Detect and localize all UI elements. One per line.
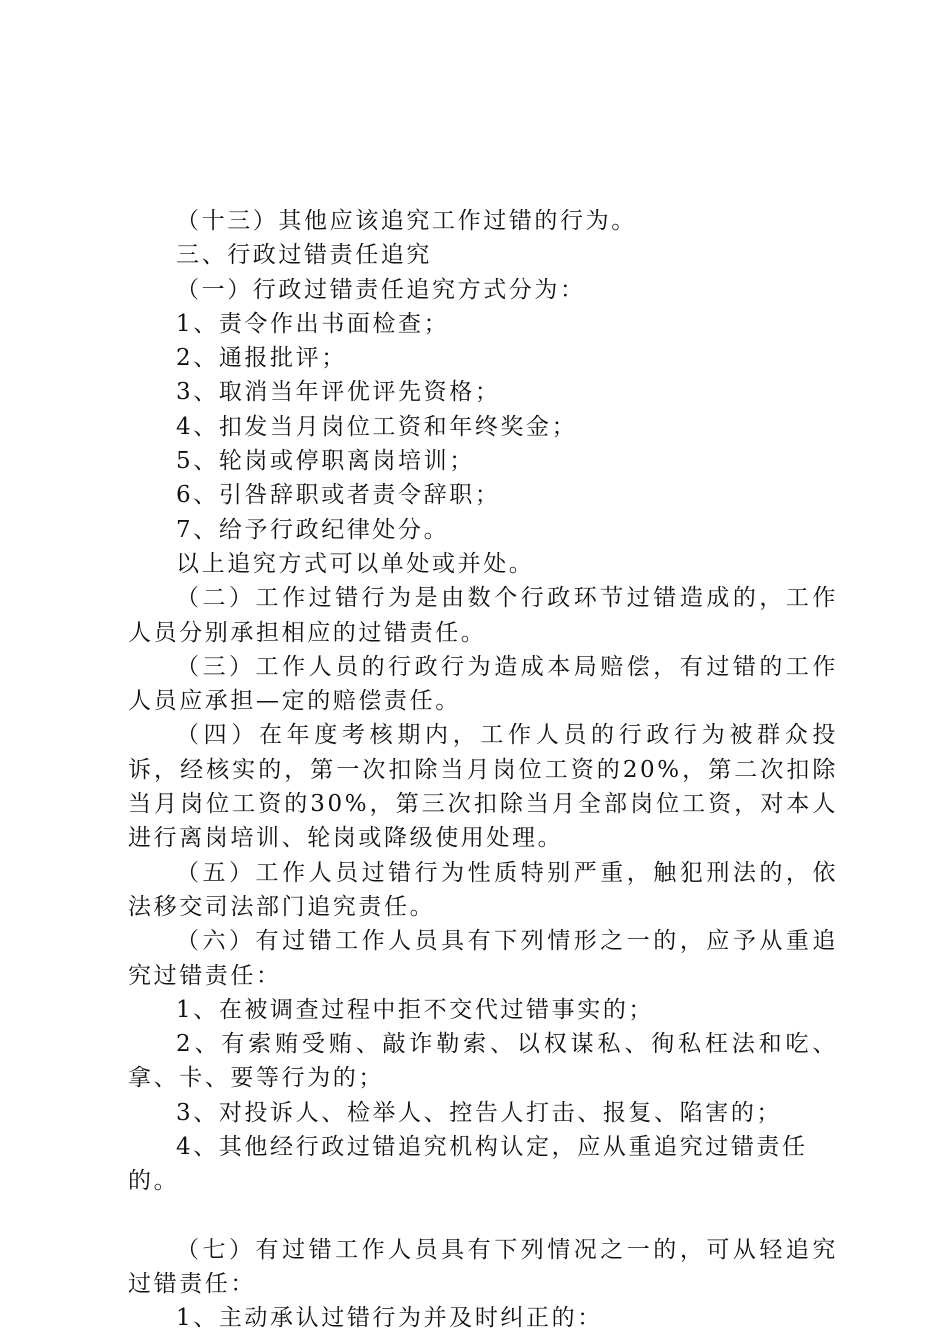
list-item-method-1: 1、责令作出书面检查； bbox=[176, 310, 450, 337]
list-item-method-5: 5、轮岗或停职离岗培训； bbox=[176, 448, 475, 475]
list-item-method-7: 7、给予行政纪律处分。 bbox=[176, 516, 450, 543]
document-body bbox=[128, 204, 838, 1336]
list-item-method-3: 3、取消当年评优评先资格； bbox=[176, 379, 501, 406]
paragraph-methods-intro: （一）行政过错责任追究方式分为： bbox=[176, 276, 586, 303]
list-item-aggravate-3: 3、对投诉人、检举人、控告人打击、报复、陷害的； bbox=[176, 1099, 783, 1126]
paragraph-item-7: （七）有过错工作人员具有下列情况之一的，可从轻追究过错责任： bbox=[128, 1236, 838, 1297]
list-item-method-4: 4、扣发当月岗位工资和年终奖金； bbox=[176, 413, 578, 440]
list-item-method-2: 2、通报批评； bbox=[176, 345, 347, 372]
paragraph-gap bbox=[128, 1199, 838, 1233]
list-item-aggravate-2: 2、有索贿受贿、敲诈勒索、以权谋私、徇私枉法和吃、拿、卡、要等行为的； bbox=[128, 1031, 838, 1092]
paragraph-item-2: （二）工作过错行为是由数个行政环节过错造成的，工作人员分别承担相应的过错责任。 bbox=[128, 585, 838, 646]
paragraph-item-5: （五）工作人员过错行为性质特别严重，触犯刑法的，依法移交司法部门追究责任。 bbox=[128, 859, 838, 920]
section-heading-3: 三、行政过错责任追究 bbox=[176, 242, 432, 269]
paragraph-item-13: （十三）其他应该追究工作过错的行为。 bbox=[176, 208, 637, 234]
list-item-aggravate-1: 1、在被调查过程中拒不交代过错事实的； bbox=[176, 996, 655, 1023]
list-item-method-6: 6、引咎辞职或者责令辞职； bbox=[176, 482, 501, 509]
paragraph-item-4: （四）在年度考核期内，工作人员的行政行为被群众投诉，经核实的，第一次扣除当月岗位工资的20%，第二次扣除当月岗位工资的30%，第三次扣除当月全部岗位工资，对本人进行离岗培训、轮岗或降级使用处理。 bbox=[128, 722, 838, 852]
paragraph-methods-combine: 以上追究方式可以单处或并处。 bbox=[176, 550, 535, 577]
list-item-aggravate-4: 4、其他经行政过错追究机构认定，应从重追究过错责任的。 bbox=[128, 1134, 808, 1195]
paragraph-item-3: （三）工作人员的行政行为造成本局赔偿，有过错的工作人员应承担—定的赔偿责任。 bbox=[128, 653, 838, 715]
list-item-mitigate-1: 1、主动承认过错行为并及时纠正的： bbox=[176, 1305, 603, 1332]
paragraph-item-6: （六）有过错工作人员具有下列情形之一的，应予从重追究过错责任： bbox=[128, 928, 838, 989]
